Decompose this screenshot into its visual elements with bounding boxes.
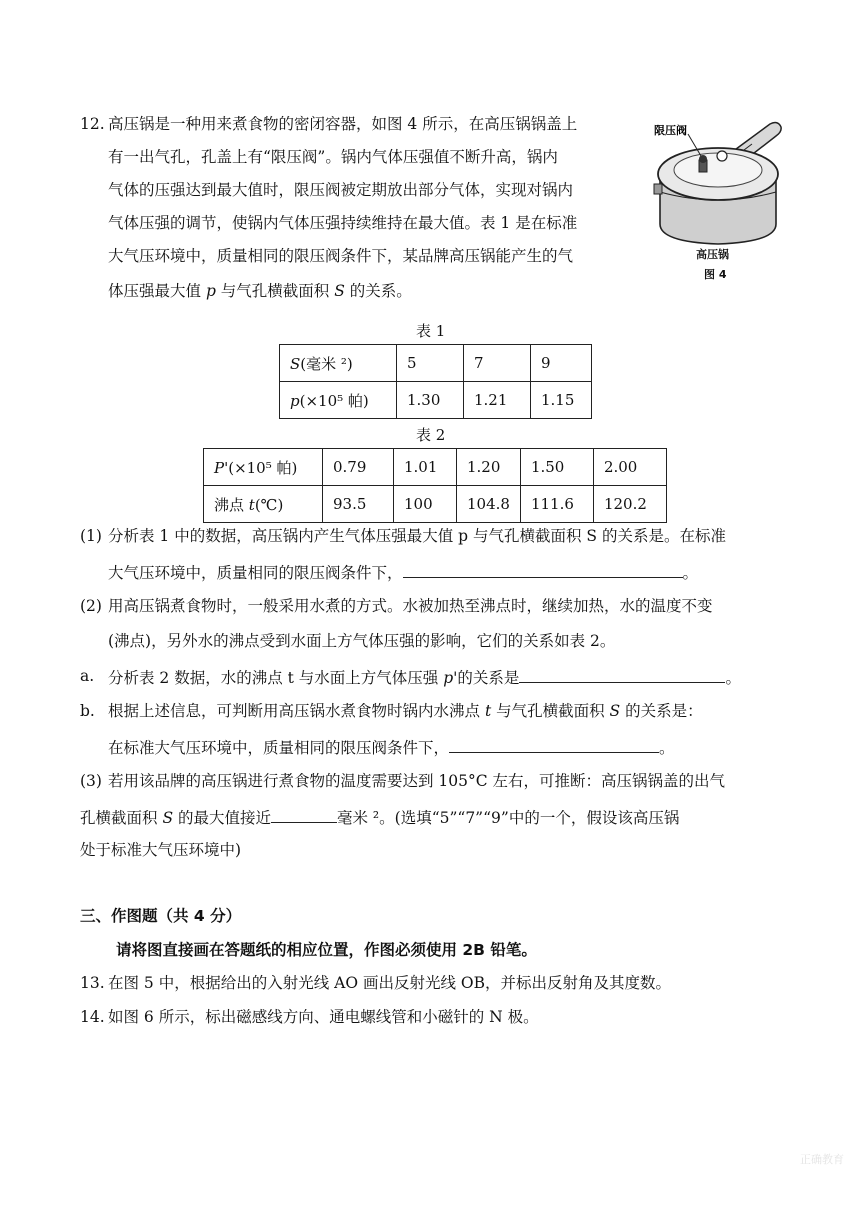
table-cell: 104.8 — [457, 486, 521, 523]
sub-item-number: a. — [80, 667, 95, 685]
table-cell: 1.20 — [457, 449, 521, 486]
sub-item-number: b. — [80, 702, 95, 720]
sub-question-text: 用高压锅煮食物时，一般采用水煮的方式。水被加热至沸点时，继续加热，水的温度不变 — [108, 597, 713, 615]
table-caption: 表 1 — [416, 322, 446, 340]
table-row — [280, 345, 592, 382]
table-header-cell: P'(×10⁵ 帕) — [204, 449, 323, 486]
answer-blank[interactable] — [449, 736, 659, 753]
question-text: 在图 5 中，根据给出的入射光线 AO 画出反射光线 OB，并标出反射角及其度数。 — [108, 974, 671, 992]
question-text-line: 高压锅是一种用来煮食物的密闭容器，如图 4 所示，在高压锅锅盖上 — [108, 115, 578, 133]
table-row — [204, 449, 667, 486]
question-number: 14. — [80, 1008, 105, 1026]
question-text-line: 大气压环境中，质量相同的限压阀条件下，某品牌高压锅能产生的气 — [108, 247, 574, 265]
table-cell: 93.5 — [323, 486, 394, 523]
question-text: 如图 6 所示，标出磁感线方向、通电螺线管和小磁针的 N 极。 — [108, 1008, 539, 1026]
sub-question-text: 若用该品牌的高压锅进行煮食物的温度需要达到 105°C 左右，可推断：高压锅锅盖的出气 — [108, 772, 726, 790]
table-cell: 0.79 — [323, 449, 394, 486]
answer-blank[interactable] — [519, 666, 725, 683]
table-2 — [203, 448, 667, 523]
table-cell: 7 — [464, 345, 531, 382]
table-row — [204, 486, 667, 523]
table-cell: 9 — [531, 345, 592, 382]
table-cell: 1.15 — [531, 382, 592, 419]
table-cell: 100 — [394, 486, 457, 523]
answer-blank[interactable] — [271, 806, 337, 823]
table-1 — [279, 344, 592, 419]
table-cell: 5 — [397, 345, 464, 382]
table-header-cell: p(×10⁵ 帕) — [280, 382, 397, 419]
question-number: 13. — [80, 974, 105, 992]
figure-caption: 图 4 — [704, 268, 727, 281]
sub-question-number: (3) — [80, 772, 102, 790]
sub-item-text: 分析表 2 数据，水的沸点 t 与水面上方气体压强 p'的关系是 。 — [108, 666, 741, 688]
table-cell: 2.00 — [593, 449, 666, 486]
watermark: 正确教育 — [800, 1153, 844, 1166]
table-header-cell: 沸点 t(℃) — [204, 486, 323, 523]
sub-question-text: 孔横截面积 S 的最大值接近 毫米 ²。(选填“5”“7”“9”中的一个，假设该高压锅 — [80, 806, 679, 828]
table-cell: 120.2 — [593, 486, 666, 523]
question-text-line: 气体压强的调节，使锅内气体压强持续维持在最大值。表 1 是在标准 — [108, 214, 578, 232]
table-cell: 1.50 — [520, 449, 593, 486]
sub-item-text: 根据上述信息，可判断用高压锅水煮食物时锅内水沸点 t 与气孔横截面积 S 的关系是： — [108, 702, 703, 720]
sub-question-text: 处于标准大气压环境中) — [80, 841, 242, 859]
sub-question-number: (2) — [80, 597, 102, 615]
question-text-line: 体压强最大值 p 与气孔横截面积 S 的关系。 — [108, 282, 412, 300]
section-title: 三、作图题（共 4 分） — [80, 907, 242, 925]
table-header-cell: S(毫米 ²) — [280, 345, 397, 382]
question-text-line: 气体的压强达到最大值时，限压阀被定期放出部分气体，实现对锅内 — [108, 181, 574, 199]
question-text-line: 有一出气孔，孔盖上有“限压阀”。锅内气体压强值不断升高，锅内 — [108, 148, 558, 166]
table-cell: 111.6 — [520, 486, 593, 523]
table-cell: 1.01 — [394, 449, 457, 486]
sub-item-text: 在标准大气压环境中，质量相同的限压阀条件下， 。 — [108, 736, 675, 758]
table-caption: 表 2 — [416, 426, 446, 444]
table-row — [280, 382, 592, 419]
sub-question-text: 大气压环境中，质量相同的限压阀条件下， 。 — [108, 561, 698, 583]
answer-blank[interactable] — [403, 561, 683, 578]
sub-question-number: (1) — [80, 527, 102, 545]
sub-question-text: (沸点)，另外水的沸点受到水面上方气体压强的影响，它们的关系如表 2。 — [108, 632, 616, 650]
valve-label: 限压阀 — [654, 124, 687, 137]
question-number: 12. — [80, 115, 105, 133]
section-instruction: 请将图直接画在答题纸的相应位置，作图必须使用 2B 铅笔。 — [116, 941, 537, 959]
sub-question-text: 分析表 1 中的数据，高压锅内产生气体压强最大值 p 与气孔横截面积 S 的关系是。在标准 — [108, 527, 726, 545]
cooker-label: 高压锅 — [696, 248, 729, 261]
table-cell: 1.21 — [464, 382, 531, 419]
table-cell: 1.30 — [397, 382, 464, 419]
